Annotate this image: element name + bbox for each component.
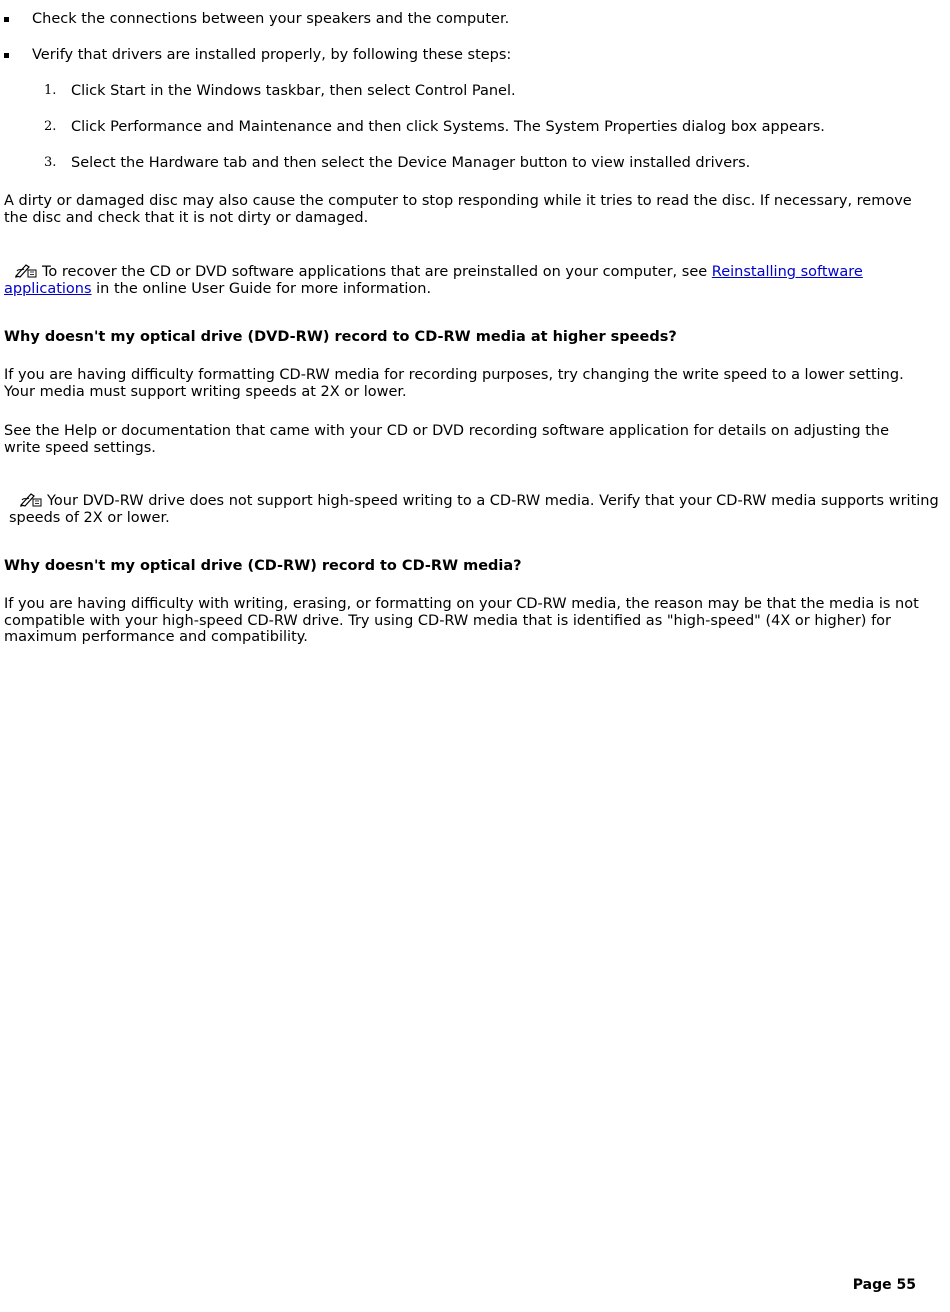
bullet-text: Check the connections between your speakers and the computer. bbox=[32, 11, 510, 27]
page-number: Page 55 bbox=[852, 1277, 916, 1293]
note-text: Your DVD-RW drive does not support high-speed writing to a CD-RW media. Verify that your CD-RW media supports writing speeds of 2X or lower. bbox=[9, 493, 939, 526]
section-heading-cd-rw: Why doesn't my optical drive (CD-RW) record to CD-RW media? bbox=[4, 558, 522, 574]
step-number: 3. bbox=[44, 155, 57, 170]
paragraph-dvd-formatting: If you are having difficulty formatting CD-RW media for recording purposes, try changing the write speed to a lower setting. Your media must support writing speeds at 2X or lower. bbox=[4, 367, 904, 400]
note-reinstall bbox=[4, 262, 934, 297]
note-pencil-icon bbox=[19, 491, 43, 507]
paragraph-cd-compatibility: If you are having difficulty with writing, erasing, or formatting on your CD-RW media, the reason may be that the media is not compatible with your high-speed CD-RW drive. Try using CD-RW media that is identified as "high-speed" (4X or higher) for maximum performance and compatibility. bbox=[4, 596, 919, 645]
step-text: Click Performance and Maintenance and then click Systems. The System Properties dialog box appears. bbox=[71, 119, 825, 135]
step-text: Click Start in the Windows taskbar, then select Control Panel. bbox=[71, 83, 516, 99]
section-heading-dvd-rw: Why doesn't my optical drive (DVD-RW) record to CD-RW media at higher speeds? bbox=[4, 329, 677, 345]
note-text-after: in the online User Guide for more information. bbox=[91, 280, 432, 297]
bullet-square-icon bbox=[4, 17, 9, 22]
paragraph-disc: A dirty or damaged disc may also cause the computer to stop responding while it tries to read the disc. If necessary, remove the disc and check that it is not dirty or damaged. bbox=[4, 193, 912, 226]
step-text: Select the Hardware tab and then select the Device Manager button to view installed drivers. bbox=[71, 155, 751, 171]
step-number: 2. bbox=[44, 119, 57, 134]
note-text-before: To recover the CD or DVD software applications that are preinstalled on your computer, see bbox=[42, 264, 712, 280]
bullet-text: Verify that drivers are installed properly, by following these steps: bbox=[32, 47, 512, 63]
note-dvd-speed bbox=[9, 491, 939, 526]
paragraph-dvd-help: See the Help or documentation that came with your CD or DVD recording software application for details on adjusting the write speed settings. bbox=[4, 423, 890, 456]
reinstalling-software-link[interactable]: Reinstalling software applications bbox=[4, 264, 863, 297]
step-number: 1. bbox=[44, 83, 57, 98]
note-pencil-icon bbox=[14, 262, 38, 278]
bullet-square-icon bbox=[4, 53, 9, 58]
